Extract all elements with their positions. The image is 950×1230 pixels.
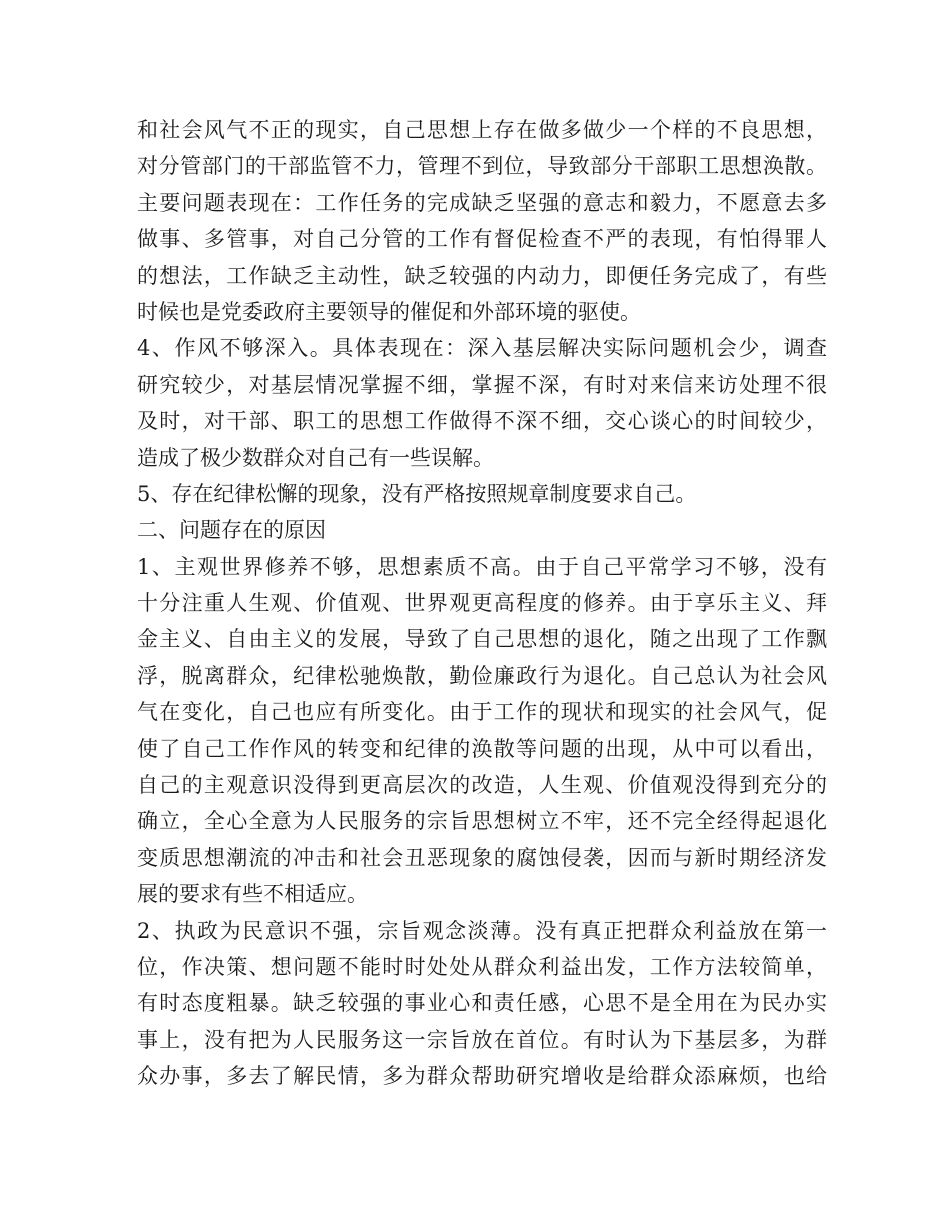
text-line: 气在变化，自己也应有所变化。由于工作的现状和现实的社会风气，促 <box>137 700 827 725</box>
text-line: 5、存在纪律松懈的现象，没有严格按照规章制度要求自己。 <box>137 481 697 506</box>
text-line: 及时，对干部、职工的思想工作做得不深不细，交心谈心的时间较少， <box>137 409 827 434</box>
text-line: 众办事，多去了解民情，多为群众帮助研究增收是给群众添麻烦，也给 <box>137 1064 827 1089</box>
text-line: 4、作风不够深入。具体表现在：深入基层解决实际问题机会少，调查 <box>137 336 827 361</box>
text-line: 研究较少，对基层情况掌握不细，掌握不深，有时对来信来访处理不很 <box>137 372 827 397</box>
text-line: 2、执政为民意识不强，宗旨观念淡薄。没有真正把群众利益放在第一 <box>137 918 827 943</box>
text-line: 自己的主观意识没得到更高层次的改造，人生观、价值观没得到充分的 <box>137 773 827 798</box>
text-line: 的想法，工作缺乏主动性，缺乏较强的内动力，即便任务完成了，有些 <box>137 263 827 288</box>
text-line: 变质思想潮流的冲击和社会丑恶现象的腐蚀侵袭，因而与新时期经济发 <box>137 845 827 870</box>
text-line: 确立，全心全意为人民服务的宗旨思想树立不牢，还不完全经得起退化 <box>137 809 827 834</box>
text-line: 时候也是党委政府主要领导的催促和外部环境的驱使。 <box>137 299 641 324</box>
text-line: 展的要求有些不相适应。 <box>137 882 368 907</box>
text-line: 有时态度粗暴。缺乏较强的事业心和责任感，心思不是全用在为民办实 <box>137 991 827 1016</box>
text-line: 浮，脱离群众，纪律松驰焕散，勤俭廉政行为退化。自己总认为社会风 <box>137 663 827 688</box>
text-line: 对分管部门的干部监管不力，管理不到位，导致部分干部职工思想涣散。 <box>137 154 827 179</box>
text-line: 事上，没有把为人民服务这一宗旨放在首位。有时认为下基层多，为群 <box>137 1027 827 1052</box>
text-line: 1、主观世界修养不够，思想素质不高。由于自己平常学习不够，没有 <box>137 554 827 579</box>
body-text <box>137 112 827 1095</box>
section-heading: 二、问题存在的原因 <box>137 518 326 543</box>
text-line: 金主义、自由主义的发展，导致了自己思想的退化，随之出现了工作飘 <box>137 627 827 652</box>
text-line: 造成了极少数群众对自己有一些误解。 <box>137 445 494 470</box>
text-line: 和社会风气不正的现实，自己思想上存在做多做少一个样的不良思想， <box>137 118 827 142</box>
text-line: 做事、多管事，对自己分管的工作有督促检查不严的表现，有怕得罪人 <box>137 227 827 252</box>
text-line: 主要问题表现在：工作任务的完成缺乏坚强的意志和毅力，不愿意去多 <box>137 190 827 215</box>
text-line: 十分注重人生观、价值观、世界观更高程度的修养。由于享乐主义、拜 <box>137 591 827 616</box>
text-line: 位，作决策、想问题不能时时处处从群众利益出发，工作方法较简单， <box>137 954 827 979</box>
text-line: 使了自己工作作风的转变和纪律的涣散等问题的出现，从中可以看出， <box>137 736 827 761</box>
